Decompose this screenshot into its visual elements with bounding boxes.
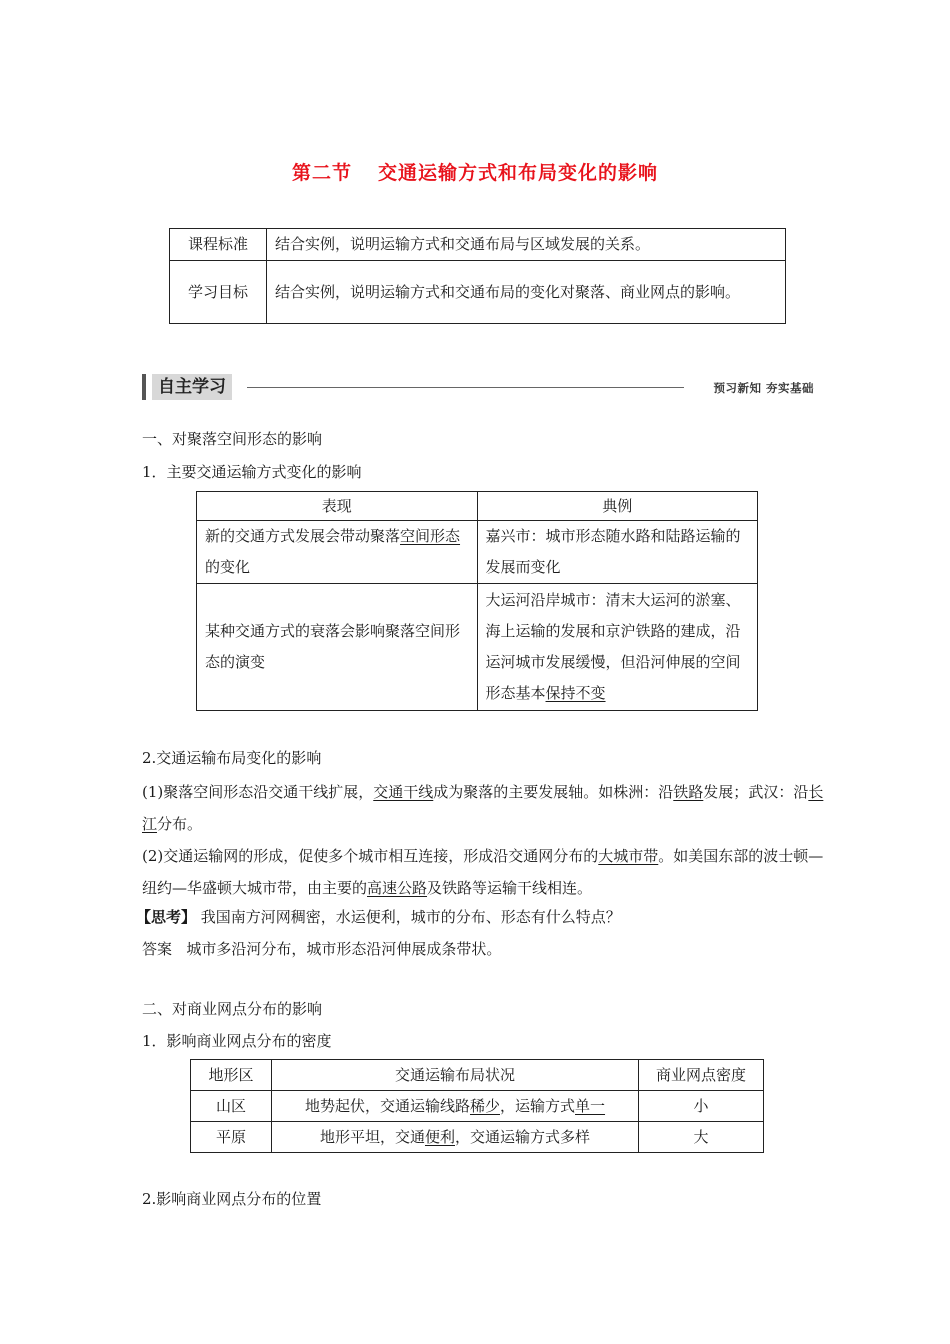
think-text: 我国南方河网稠密，水运便利，城市的分布、形态有什么特点？: [200, 908, 621, 926]
part1-para2: [142, 840, 832, 904]
underline-text: 大城市带: [598, 847, 659, 865]
part2-sub2: 2.影响商业网点分布的位置: [142, 1190, 322, 1208]
part2-heading: 二、对商业网点分布的影响: [142, 1000, 323, 1018]
text: 发展；: [703, 783, 749, 801]
part1-sub2: 2.交通运输布局变化的影响: [142, 749, 322, 767]
answer: [142, 936, 832, 962]
underline-text: 铁路: [673, 783, 704, 801]
section-marker: [142, 374, 146, 400]
text: 成为聚落的主要发展轴。如株洲：沿: [433, 783, 674, 801]
header-cell: 商业网点密度: [639, 1060, 764, 1091]
think-label: 【思考】: [136, 908, 197, 926]
cell-underline: 稀少: [469, 1097, 500, 1115]
transport-mode-table: [196, 491, 758, 711]
page-title: [0, 158, 950, 185]
table-cell: [272, 1091, 639, 1122]
cell-underline: 便利: [424, 1128, 455, 1146]
cell-underline: 单一: [575, 1097, 606, 1115]
text: (1)聚落空间形态沿交通干线扩展，: [142, 783, 374, 801]
table-cell: 平原: [191, 1122, 272, 1153]
commerce-density-table: [190, 1059, 764, 1153]
underline-text: 长江: [142, 783, 824, 833]
section-rule: [247, 387, 684, 388]
table-header-row: [197, 492, 758, 521]
section-label: 自主学习: [152, 374, 232, 400]
section-number: 第二节: [291, 162, 352, 184]
objective-value: 结合实例，说明运输方式和交通布局的变化对聚落、商业网点的影响。: [267, 261, 786, 324]
header-cell: 典例: [477, 492, 758, 521]
part1-heading: 一、对聚落空间形态的影响: [142, 430, 323, 448]
text: 武汉：沿: [748, 783, 809, 801]
standard-key: 课程标准: [170, 229, 267, 261]
table-row: [191, 1091, 764, 1122]
standard-value: 结合实例，说明运输方式和交通布局与区域发展的关系。: [267, 229, 786, 261]
header-cell: 表现: [197, 492, 478, 521]
answer-label: 答案: [142, 940, 173, 958]
section-title: 交通运输方式和布局变化的影响: [378, 162, 659, 184]
standards-table: [169, 228, 786, 324]
table-row: [197, 584, 758, 711]
part1-para1: [142, 776, 832, 840]
table-cell: 山区: [191, 1091, 272, 1122]
text: (2)交通运输网的形成，促使多个城市相互连接，形成沿交通网分布的: [142, 847, 599, 865]
section-bar: [142, 372, 814, 402]
table-cell: 某种交通方式的衰落会影响聚落空间形态的演变: [197, 584, 478, 711]
cell-underline: 保持不变: [545, 684, 606, 702]
table-row: [197, 521, 758, 584]
table-cell: [197, 521, 478, 584]
part2-sub1: 1．影响商业网点分布的密度: [142, 1032, 332, 1050]
table-cell: 小: [639, 1091, 764, 1122]
underline-text: 高速公路: [367, 879, 428, 897]
table-row: [170, 261, 786, 324]
table-row: [191, 1122, 764, 1153]
cell-text: 新的交通方式发展会带动聚落: [205, 527, 401, 545]
table-row: [170, 229, 786, 261]
header-cell: 地形区: [191, 1060, 272, 1091]
cell-text: 地势起伏，交通运输线路: [304, 1097, 470, 1115]
table-cell: [272, 1122, 639, 1153]
text: 及铁路等运输干线相连。: [427, 879, 593, 897]
text: 分布。: [157, 815, 203, 833]
table-cell: [477, 584, 758, 711]
section-tag: 预习新知 夯实基础: [713, 381, 814, 395]
text: 。如美国东部的波士顿—纽约—华盛顿大城市带，由主要的: [142, 847, 824, 897]
header-cell: 交通运输布局状况: [272, 1060, 639, 1091]
cell-text: 的变化: [205, 558, 251, 576]
objective-key: 学习目标: [170, 261, 267, 324]
cell-text: ，交通运输方式多样: [455, 1128, 591, 1146]
table-header-row: [191, 1060, 764, 1091]
answer-text: 城市多沿河分布，城市形态沿河伸展成条带状。: [186, 940, 502, 958]
underline-text: 交通干线: [373, 783, 434, 801]
think-question: [136, 904, 826, 930]
table-cell: 嘉兴市：城市形态随水路和陆路运输的发展而变化: [477, 521, 758, 584]
cell-text: ，运输方式: [500, 1097, 576, 1115]
cell-text: 大运河沿岸城市：清末大运河的淤塞、海上运输的发展和京沪铁路的建成，沿运河城市发展缓慢，但沿河伸展的空间形态基本: [485, 591, 741, 702]
part1-sub1: 1．主要交通运输方式变化的影响: [142, 463, 362, 481]
cell-underline: 空间形态: [400, 527, 461, 545]
table-cell: 大: [639, 1122, 764, 1153]
cell-text: 地形平坦，交通: [319, 1128, 425, 1146]
